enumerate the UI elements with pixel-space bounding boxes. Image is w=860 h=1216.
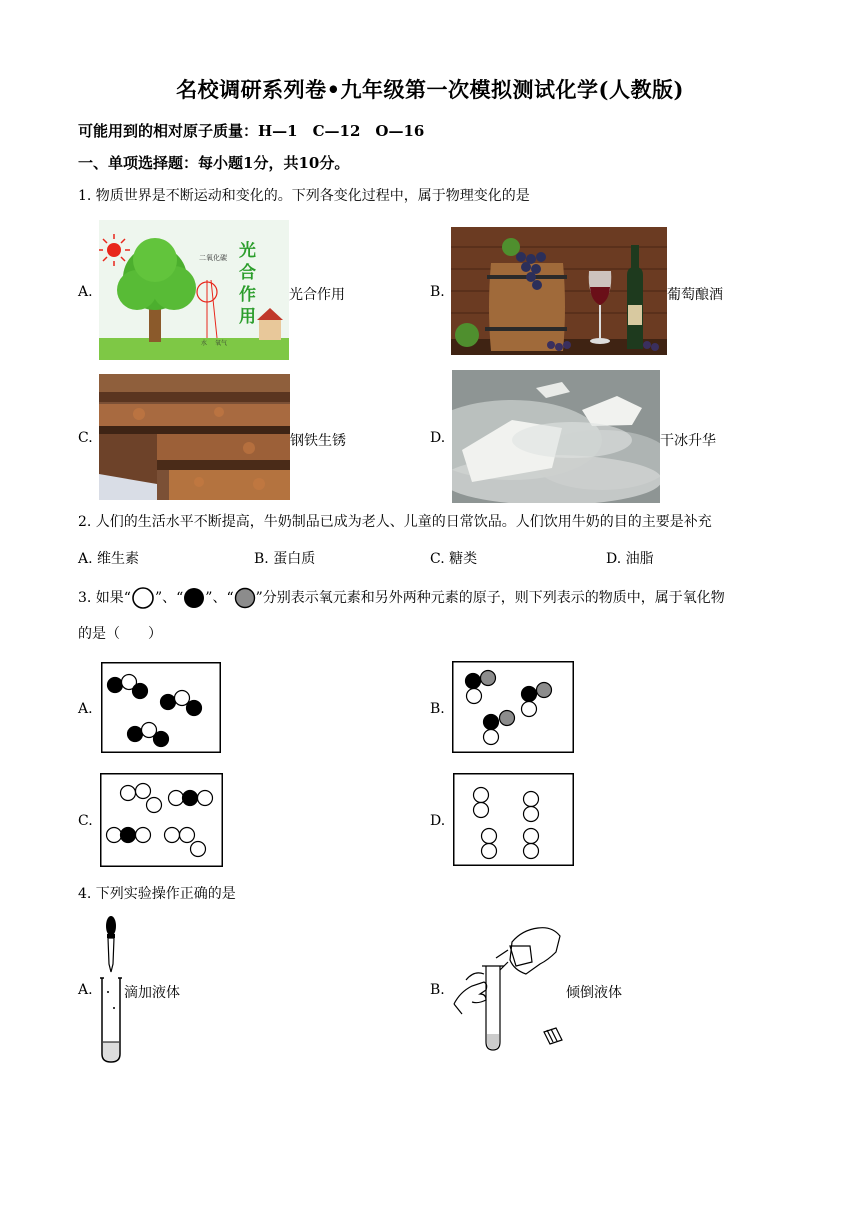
q3-option-b-letter[interactable]: B. xyxy=(430,701,445,717)
svg-text:合: 合 xyxy=(239,263,256,283)
wine-making-image xyxy=(451,227,667,355)
black-atom-icon xyxy=(183,587,205,609)
q2-option-b[interactable]: B. 蛋白质 xyxy=(254,551,316,567)
q1-option-c-text: 钢铁生锈 xyxy=(290,433,346,449)
q3-option-a-letter[interactable]: A. xyxy=(78,701,93,717)
question-4-stem: 4. 下列实验操作正确的是 xyxy=(78,886,236,902)
question-1-stem: 1. 物质世界是不断运动和变化的。下列各变化过程中，属于物理变化的是 xyxy=(78,188,530,204)
q3-option-a-diagram xyxy=(101,662,221,753)
white-atom-icon xyxy=(131,586,155,610)
svg-text:二氧化碳: 二氧化碳 xyxy=(199,254,227,262)
section-heading: 一、单项选择题：每小题1分，共10分。 xyxy=(78,154,350,172)
q3-option-d-letter[interactable]: D. xyxy=(430,813,446,829)
pouring-liquid-icon xyxy=(452,922,566,1054)
q3-stem-part-2: ”、“ xyxy=(154,590,184,606)
q3-stem-part-1: 3. 如果“ xyxy=(78,590,131,606)
q1-option-b-text: 葡萄酿酒 xyxy=(667,287,723,303)
q4-option-a-letter[interactable]: A. xyxy=(78,982,93,998)
photosynthesis-image xyxy=(99,220,289,360)
q1-option-d-letter[interactable]: D. xyxy=(430,430,446,446)
q3-option-b-diagram xyxy=(452,661,574,753)
q2-option-c[interactable]: C. 糖类 xyxy=(430,551,478,567)
dropper-test-tube-icon xyxy=(98,912,124,1064)
q4-option-a-text: 滴加液体 xyxy=(124,985,180,1001)
q3-option-c-letter[interactable]: C. xyxy=(78,813,93,829)
q1-option-d-text: 干冰升华 xyxy=(660,433,716,449)
gray-atom-icon xyxy=(234,587,256,609)
q1-option-a-letter[interactable]: A. xyxy=(78,284,93,300)
atomic-mass-line: 可能用到的相对原子质量：H—1 C—12 O—16 xyxy=(78,122,425,140)
q1-option-a-text: 光合作用 xyxy=(289,287,345,303)
svg-text:用: 用 xyxy=(239,307,256,327)
svg-text:水: 水 xyxy=(201,340,208,347)
q3-stem-part-3: ”、“ xyxy=(205,590,234,606)
q1-option-c-letter[interactable]: C. xyxy=(78,430,93,446)
svg-text:光: 光 xyxy=(239,241,256,261)
q1-option-b-letter[interactable]: B. xyxy=(430,284,445,300)
q3-stem-part-4: ”分别表示氧元素和另外两种元素的原子，则下列表示的物质中，属于氧化物 xyxy=(255,590,725,606)
question-2-stem: 2. 人们的生活水平不断提高，牛奶制品已成为老人、儿童的日常饮品。人们饮用牛奶的目的主要是补充 xyxy=(78,514,712,530)
svg-text:氧气: 氧气 xyxy=(215,340,228,347)
q4-option-b-letter[interactable]: B. xyxy=(430,982,445,998)
rusting-steel-image xyxy=(99,374,290,500)
q3-option-c-diagram xyxy=(100,773,223,867)
svg-text:作: 作 xyxy=(239,285,256,305)
q3-option-d-diagram xyxy=(453,773,574,866)
q2-option-d[interactable]: D. 油脂 xyxy=(606,551,654,567)
question-3-stem-line-2: 的是（ ） xyxy=(78,626,162,642)
q4-option-b-text: 倾倒液体 xyxy=(566,985,622,1001)
page-title: 名校调研系列卷•九年级第一次模拟测试化学(人教版) xyxy=(176,77,684,102)
q2-option-a[interactable]: A. 维生素 xyxy=(78,551,140,567)
dry-ice-image xyxy=(452,370,660,503)
question-3-stem xyxy=(78,586,725,610)
